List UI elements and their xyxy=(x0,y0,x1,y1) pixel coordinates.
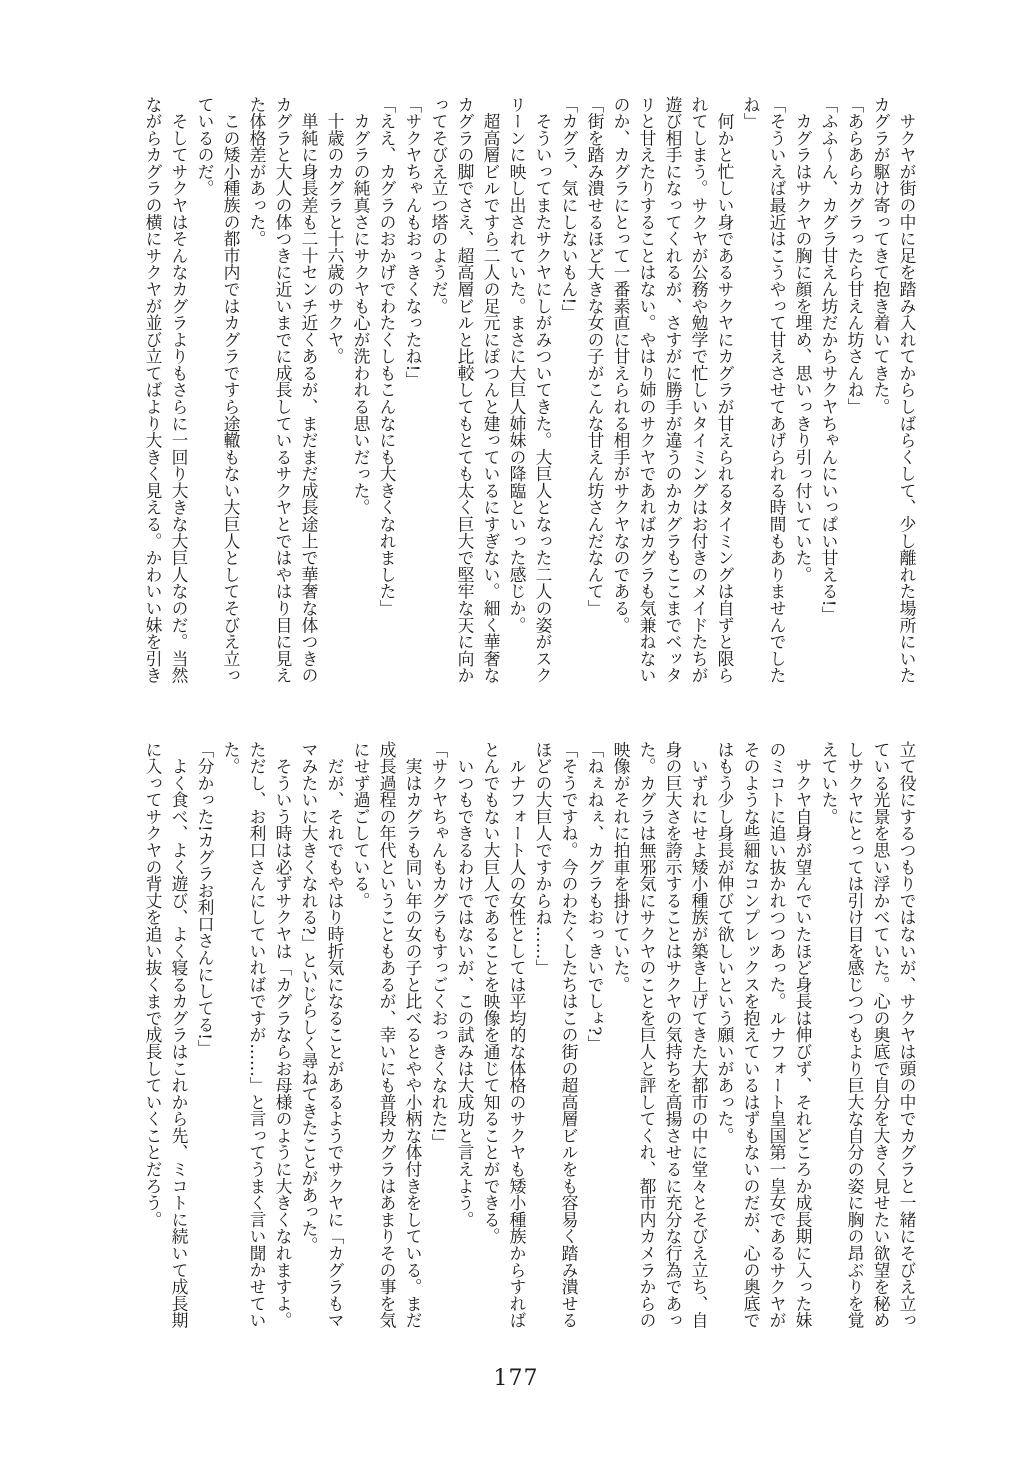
paragraph: 「サクヤちゃんもカグラもすっごくおっきくなれた!」 xyxy=(429,741,449,1151)
paragraph: カグラの純真さにサクヤも心が洗われる思いだった。 xyxy=(351,96,371,516)
paragraph: そういう時は必ずサクヤは「カグラならお母様のように大きくなれますよ。ただし、お利口さんにしていればですが……」と言ってうまく言い聞かせていた。 xyxy=(221,741,293,1329)
paragraph: この矮小種族の都市内ではカグラですら途轍もない大巨人としてそびえ立っているのだ。 xyxy=(195,96,241,684)
paragraph: 「ねぇねぇ、カグラもおっきいでしょ?」 xyxy=(585,741,605,1053)
paragraph: サクヤが街の中に足を踏み入れてからしばらくして、少し離れた場所にいたカグラが駆け寄ってきて抱き着いてきた。 xyxy=(871,96,917,684)
paragraph: 「サクヤちゃんもおっきくなったね!」 xyxy=(403,96,423,389)
paragraph: だが、それでもやはり時折気になることがあるようでサクヤに「カグラもママみたいに大きくなれる?」といじらしく尋ねてきたことがあった。 xyxy=(299,741,345,1329)
paragraph: 「街を踏み潰せるほど大きな女の子がこんな甘えん坊さんだなんて」 xyxy=(585,96,605,617)
paragraph: そしてサクヤはそんなカグラよりもさらに一回り大きな大巨人なのだ。当然ながらカグラの横にサクヤが並び立てばより大きく見える。かわいい妹を引き xyxy=(143,96,189,684)
page-number: 177 xyxy=(493,1366,539,1391)
paragraph: 実はカグラも同い年の女の子と比べるとやや小柄な体付きをしている。まだ成長過程の年代ということもあるが、幸いにも普段カグラはあまりその事を気にせず過ごしている。 xyxy=(351,741,423,1329)
paragraph: いつもできるわけではないが、この試みは大成功と言えよう。 xyxy=(455,741,475,1228)
paragraph: 「あらあらカグラったら甘えん坊さんね」 xyxy=(845,96,865,416)
paragraph: 何かと忙しい身であるサクヤにカグラが甘えられるタイミングは自ずと限られてしまう。サクヤが公務や勉学で忙しいタイミングはお付きのメイドたちが遊び相手になってくれるが、さすがに勝手が違うのかカグラもここまでベッタリと甘えたりすることはない。やはり姉のサクヤであればカグラも気兼ねないのか、カグラにとって一番素直に甘えられる相手がサクヤなのである。 xyxy=(611,96,735,684)
paragraph: 超高層ビルですら二人の足元にぽつんと建っているにすぎない。細く華奢なカグラの脚でさえ、超高層ビルと比較してもとても太く巨大で堅牢な天に向かってそびえ立つ塔のようだ。 xyxy=(429,96,501,684)
paragraph: よく食べ、よく遊び、よく寝るカグラはこれから先、ミコトに続いて成長期に入ってサクヤの背丈を追い抜くまで成長していくことだろう。 xyxy=(143,741,189,1329)
paragraph: いずれにせよ矮小種族が築き上げてきた大都市の中に堂々とそびえ立ち、自身の巨大さを誇示することはサクヤの気持ちを高揚させるに充分な行為であった。カグラは無邪気にサクヤのことを巨人と評してくれ、都市内カメラからの映像がそれに拍車を掛けていた。 xyxy=(611,741,709,1329)
paragraph: 立て役にするつもりではないが、サクヤは頭の中でカグラと一緒にそびえ立っている光景を思い浮かべていた。心の奥底で自分を大きく見せたい欲望を秘めしサクヤにとっては引け目を感じつつもより巨大な自分の姿に胸の昂ぶりを覚えていた。 xyxy=(819,741,917,1329)
paragraph: カグラはサクヤの胸に顔を埋め、思いっきり引っ付いていた。 xyxy=(793,96,813,583)
top-text-block xyxy=(132,96,920,688)
paragraph: 単純に身長差も二十センチ近くあるが、まだまだ成長途上で華奢な体つきのカグラと大人の体つきに近いまでに成長しているサクヤとではやはり目に見えた体格差があった。 xyxy=(247,96,319,684)
paragraph: そういってまたサクヤにしがみついてきた。大巨人となった二人の姿がスクリーンに映し出されていた。まさに大巨人姉妹の降臨といった感じか。 xyxy=(507,96,553,684)
paragraph: 「ええ、カグラのおかげでわたくしもこんなにも大きくなれました」 xyxy=(377,96,397,617)
paragraph: 「そうですね。今のわたくしたちはこの街の超高層ビルをも容易く踏み潰せるほどの大巨人ですからね……」 xyxy=(533,741,579,1329)
paragraph: 「カグラ、気にしないもん!」 xyxy=(559,96,579,322)
bottom-text-block xyxy=(132,741,920,1333)
paragraph: 「ふふ〜ん、カグラ甘えん坊だからサクヤちゃんにいっぱい甘える!」 xyxy=(819,96,839,624)
paragraph: 「そういえば最近はこうやって甘えさせてあげられる時間もありませんでしたね」 xyxy=(741,96,787,684)
paragraph: サクヤ自身が望んでいたほど身長は伸びず、それどころか成長期に入った妹のミコトに追い抜かれつつあった。ルナフォート皇国第一皇女であるサクヤがそのような些細なコンプレックスを抱えているはずもないのだが、心の奥底ではもう少し身長が伸びて欲しいという願いがあった。 xyxy=(715,741,813,1329)
paragraph: 十歳のカグラと十六歳のサクヤ。 xyxy=(325,96,345,365)
paragraph: ルナフォート人の女性としては平均的な体格のサクヤも矮小種族からすればとんでもない大巨人であることを映像を通じて知ることができる。 xyxy=(481,741,527,1329)
paragraph: 「分かった!カグラお利口さんにしてる!」 xyxy=(195,741,215,1057)
